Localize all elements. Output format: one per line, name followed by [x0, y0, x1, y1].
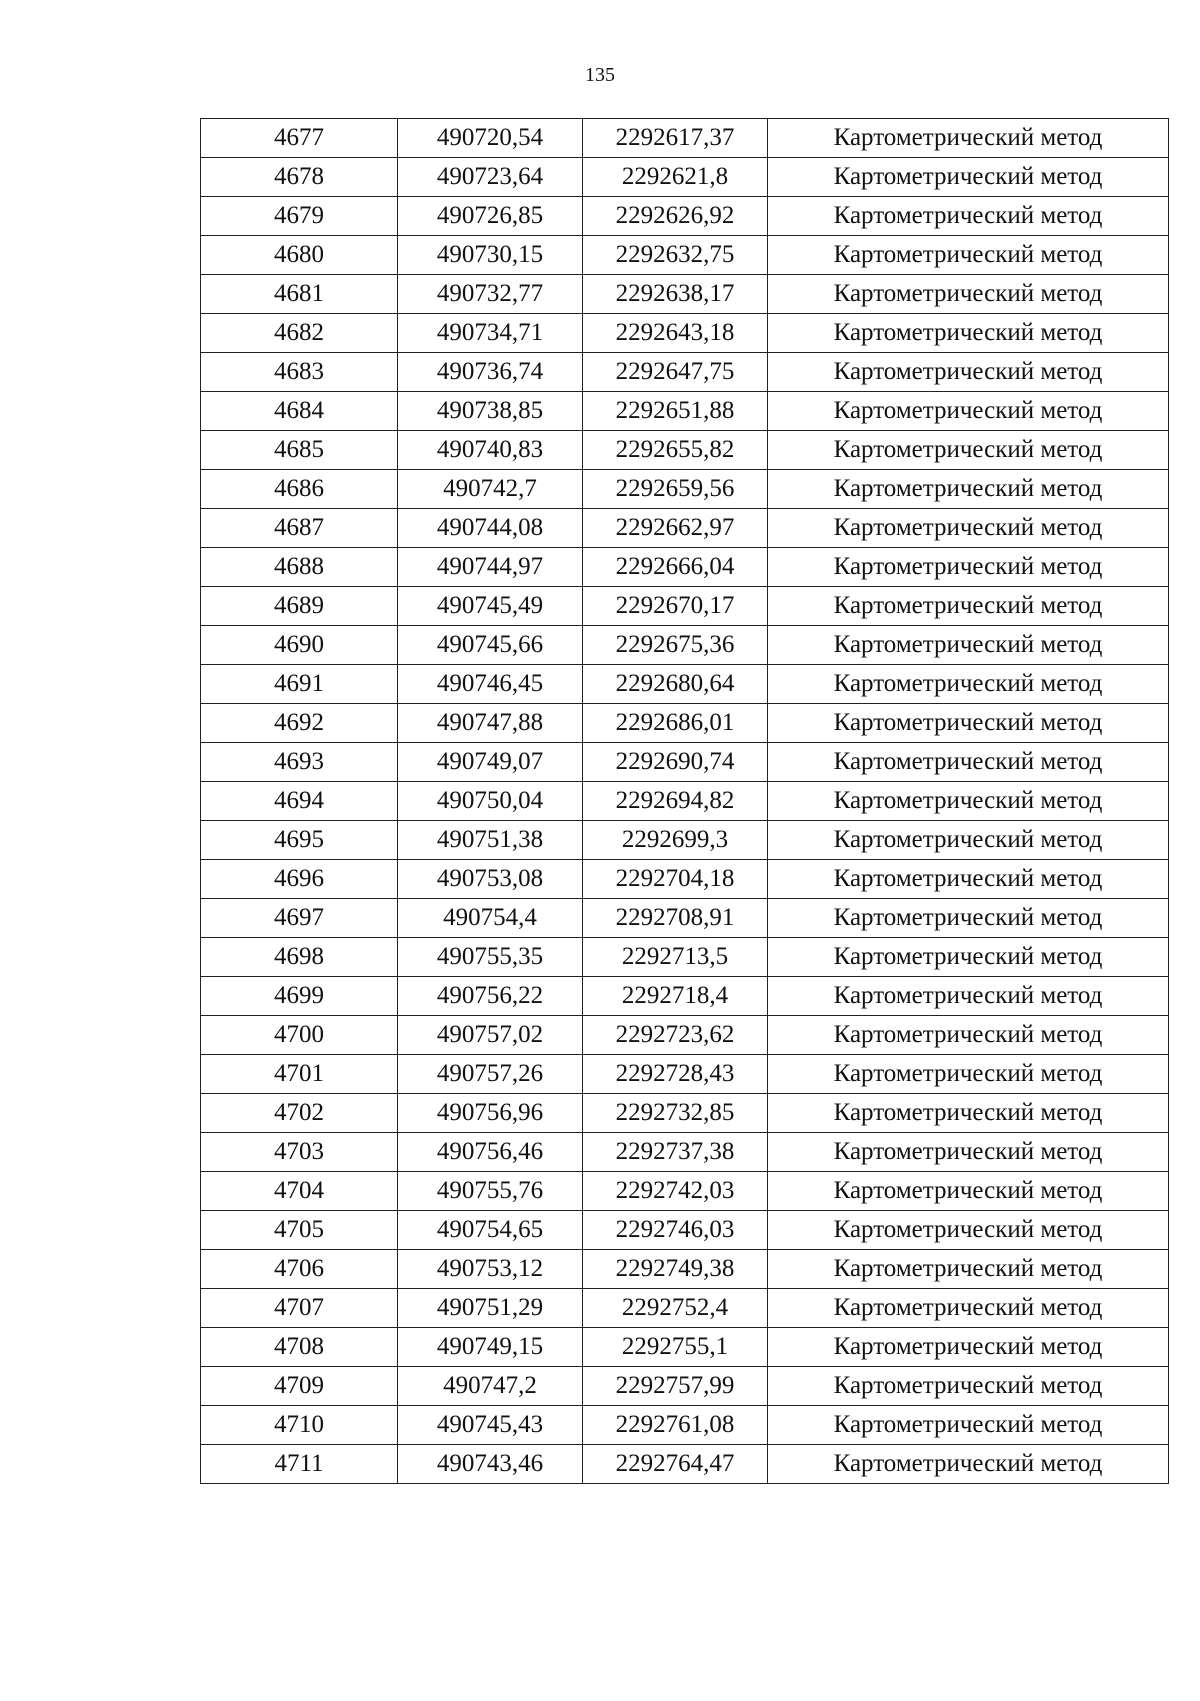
y-coordinate-cell: 2292723,62 — [583, 1016, 768, 1055]
y-coordinate-cell: 2292647,75 — [583, 353, 768, 392]
point-number-cell: 4678 — [201, 158, 398, 197]
point-number-cell: 4681 — [201, 275, 398, 314]
point-number-cell: 4679 — [201, 197, 398, 236]
y-coordinate-cell: 2292755,1 — [583, 1328, 768, 1367]
y-coordinate-cell: 2292666,04 — [583, 548, 768, 587]
x-coordinate-cell: 490751,38 — [398, 821, 583, 860]
x-coordinate-cell: 490749,07 — [398, 743, 583, 782]
point-number-cell: 4696 — [201, 860, 398, 899]
x-coordinate-cell: 490738,85 — [398, 392, 583, 431]
table-body — [201, 119, 1169, 1484]
method-cell: Картометрический метод — [768, 1133, 1169, 1172]
x-coordinate-cell: 490745,43 — [398, 1406, 583, 1445]
method-cell: Картометрический метод — [768, 1055, 1169, 1094]
x-coordinate-cell: 490749,15 — [398, 1328, 583, 1367]
point-number-cell: 4686 — [201, 470, 398, 509]
point-number-cell: 4694 — [201, 782, 398, 821]
y-coordinate-cell: 2292752,4 — [583, 1289, 768, 1328]
point-number-cell: 4685 — [201, 431, 398, 470]
point-number-cell: 4684 — [201, 392, 398, 431]
table-row — [201, 860, 1169, 899]
x-coordinate-cell: 490732,77 — [398, 275, 583, 314]
point-number-cell: 4708 — [201, 1328, 398, 1367]
table-row — [201, 431, 1169, 470]
x-coordinate-cell: 490745,49 — [398, 587, 583, 626]
method-cell: Картометрический метод — [768, 314, 1169, 353]
table-row — [201, 470, 1169, 509]
point-number-cell: 4692 — [201, 704, 398, 743]
point-number-cell: 4702 — [201, 1094, 398, 1133]
method-cell: Картометрический метод — [768, 1172, 1169, 1211]
table-row — [201, 119, 1169, 158]
y-coordinate-cell: 2292680,64 — [583, 665, 768, 704]
table-row — [201, 1211, 1169, 1250]
point-number-cell: 4707 — [201, 1289, 398, 1328]
y-coordinate-cell: 2292713,5 — [583, 938, 768, 977]
point-number-cell: 4683 — [201, 353, 398, 392]
x-coordinate-cell: 490747,2 — [398, 1367, 583, 1406]
method-cell: Картометрический метод — [768, 275, 1169, 314]
x-coordinate-cell: 490755,76 — [398, 1172, 583, 1211]
table-row — [201, 1055, 1169, 1094]
point-number-cell: 4693 — [201, 743, 398, 782]
point-number-cell: 4698 — [201, 938, 398, 977]
method-cell: Картометрический метод — [768, 1016, 1169, 1055]
table-row — [201, 392, 1169, 431]
x-coordinate-cell: 490754,4 — [398, 899, 583, 938]
table-row — [201, 587, 1169, 626]
method-cell: Картометрический метод — [768, 470, 1169, 509]
x-coordinate-cell: 490744,08 — [398, 509, 583, 548]
y-coordinate-cell: 2292662,97 — [583, 509, 768, 548]
method-cell: Картометрический метод — [768, 353, 1169, 392]
y-coordinate-cell: 2292659,56 — [583, 470, 768, 509]
y-coordinate-cell: 2292670,17 — [583, 587, 768, 626]
y-coordinate-cell: 2292757,99 — [583, 1367, 768, 1406]
y-coordinate-cell: 2292690,74 — [583, 743, 768, 782]
point-number-cell: 4703 — [201, 1133, 398, 1172]
point-number-cell: 4690 — [201, 626, 398, 665]
x-coordinate-cell: 490726,85 — [398, 197, 583, 236]
x-coordinate-cell: 490750,04 — [398, 782, 583, 821]
method-cell: Картометрический метод — [768, 1289, 1169, 1328]
x-coordinate-cell: 490757,02 — [398, 1016, 583, 1055]
y-coordinate-cell: 2292742,03 — [583, 1172, 768, 1211]
page-number: 135 — [585, 64, 615, 86]
table-row — [201, 236, 1169, 275]
method-cell: Картометрический метод — [768, 158, 1169, 197]
table-row — [201, 977, 1169, 1016]
method-cell: Картометрический метод — [768, 392, 1169, 431]
table-row — [201, 548, 1169, 587]
y-coordinate-cell: 2292621,8 — [583, 158, 768, 197]
method-cell: Картометрический метод — [768, 431, 1169, 470]
table-row — [201, 782, 1169, 821]
method-cell: Картометрический метод — [768, 821, 1169, 860]
point-number-cell: 4697 — [201, 899, 398, 938]
point-number-cell: 4704 — [201, 1172, 398, 1211]
y-coordinate-cell: 2292617,37 — [583, 119, 768, 158]
table-row — [201, 1094, 1169, 1133]
point-number-cell: 4680 — [201, 236, 398, 275]
table-row — [201, 899, 1169, 938]
table-row — [201, 158, 1169, 197]
y-coordinate-cell: 2292749,38 — [583, 1250, 768, 1289]
y-coordinate-cell: 2292708,91 — [583, 899, 768, 938]
x-coordinate-cell: 490745,66 — [398, 626, 583, 665]
y-coordinate-cell: 2292686,01 — [583, 704, 768, 743]
table-row — [201, 1250, 1169, 1289]
y-coordinate-cell: 2292704,18 — [583, 860, 768, 899]
method-cell: Картометрический метод — [768, 704, 1169, 743]
point-number-cell: 4699 — [201, 977, 398, 1016]
table-row — [201, 314, 1169, 353]
table-row — [201, 704, 1169, 743]
table-row — [201, 353, 1169, 392]
method-cell: Картометрический метод — [768, 587, 1169, 626]
point-number-cell: 4709 — [201, 1367, 398, 1406]
method-cell: Картометрический метод — [768, 860, 1169, 899]
method-cell: Картометрический метод — [768, 548, 1169, 587]
method-cell: Картометрический метод — [768, 236, 1169, 275]
y-coordinate-cell: 2292718,4 — [583, 977, 768, 1016]
x-coordinate-cell: 490743,46 — [398, 1445, 583, 1484]
method-cell: Картометрический метод — [768, 1328, 1169, 1367]
y-coordinate-cell: 2292761,08 — [583, 1406, 768, 1445]
table-row — [201, 1328, 1169, 1367]
method-cell: Картометрический метод — [768, 665, 1169, 704]
table-row — [201, 1289, 1169, 1328]
y-coordinate-cell: 2292638,17 — [583, 275, 768, 314]
table-row — [201, 1133, 1169, 1172]
table-row — [201, 1445, 1169, 1484]
table-row — [201, 1367, 1169, 1406]
coordinates-table — [200, 118, 1169, 1484]
y-coordinate-cell: 2292694,82 — [583, 782, 768, 821]
x-coordinate-cell: 490757,26 — [398, 1055, 583, 1094]
table-row — [201, 1406, 1169, 1445]
method-cell: Картометрический метод — [768, 119, 1169, 158]
method-cell: Картометрический метод — [768, 977, 1169, 1016]
table-row — [201, 275, 1169, 314]
method-cell: Картометрический метод — [768, 938, 1169, 977]
x-coordinate-cell: 490753,08 — [398, 860, 583, 899]
point-number-cell: 4691 — [201, 665, 398, 704]
method-cell: Картометрический метод — [768, 782, 1169, 821]
point-number-cell: 4705 — [201, 1211, 398, 1250]
point-number-cell: 4677 — [201, 119, 398, 158]
point-number-cell: 4700 — [201, 1016, 398, 1055]
x-coordinate-cell: 490742,7 — [398, 470, 583, 509]
method-cell: Картометрический метод — [768, 1445, 1169, 1484]
point-number-cell: 4701 — [201, 1055, 398, 1094]
point-number-cell: 4711 — [201, 1445, 398, 1484]
point-number-cell: 4710 — [201, 1406, 398, 1445]
x-coordinate-cell: 490756,46 — [398, 1133, 583, 1172]
y-coordinate-cell: 2292655,82 — [583, 431, 768, 470]
table-row — [201, 743, 1169, 782]
table-row — [201, 1172, 1169, 1211]
y-coordinate-cell: 2292651,88 — [583, 392, 768, 431]
table-row — [201, 509, 1169, 548]
x-coordinate-cell: 490751,29 — [398, 1289, 583, 1328]
method-cell: Картометрический метод — [768, 1406, 1169, 1445]
method-cell: Картометрический метод — [768, 1367, 1169, 1406]
x-coordinate-cell: 490740,83 — [398, 431, 583, 470]
point-number-cell: 4687 — [201, 509, 398, 548]
table-row — [201, 938, 1169, 977]
method-cell: Картометрический метод — [768, 509, 1169, 548]
x-coordinate-cell: 490720,54 — [398, 119, 583, 158]
point-number-cell: 4688 — [201, 548, 398, 587]
x-coordinate-cell: 490755,35 — [398, 938, 583, 977]
table-row — [201, 1016, 1169, 1055]
y-coordinate-cell: 2292626,92 — [583, 197, 768, 236]
x-coordinate-cell: 490736,74 — [398, 353, 583, 392]
x-coordinate-cell: 490746,45 — [398, 665, 583, 704]
y-coordinate-cell: 2292764,47 — [583, 1445, 768, 1484]
table-row — [201, 197, 1169, 236]
point-number-cell: 4682 — [201, 314, 398, 353]
y-coordinate-cell: 2292746,03 — [583, 1211, 768, 1250]
method-cell: Картометрический метод — [768, 1211, 1169, 1250]
method-cell: Картометрический метод — [768, 1250, 1169, 1289]
table-row — [201, 665, 1169, 704]
x-coordinate-cell: 490756,96 — [398, 1094, 583, 1133]
x-coordinate-cell: 490756,22 — [398, 977, 583, 1016]
y-coordinate-cell: 2292675,36 — [583, 626, 768, 665]
y-coordinate-cell: 2292632,75 — [583, 236, 768, 275]
y-coordinate-cell: 2292643,18 — [583, 314, 768, 353]
y-coordinate-cell: 2292732,85 — [583, 1094, 768, 1133]
point-number-cell: 4689 — [201, 587, 398, 626]
y-coordinate-cell: 2292699,3 — [583, 821, 768, 860]
table-row — [201, 821, 1169, 860]
x-coordinate-cell: 490730,15 — [398, 236, 583, 275]
x-coordinate-cell: 490754,65 — [398, 1211, 583, 1250]
x-coordinate-cell: 490734,71 — [398, 314, 583, 353]
x-coordinate-cell: 490723,64 — [398, 158, 583, 197]
x-coordinate-cell: 490747,88 — [398, 704, 583, 743]
point-number-cell: 4695 — [201, 821, 398, 860]
y-coordinate-cell: 2292728,43 — [583, 1055, 768, 1094]
table-row — [201, 626, 1169, 665]
y-coordinate-cell: 2292737,38 — [583, 1133, 768, 1172]
point-number-cell: 4706 — [201, 1250, 398, 1289]
method-cell: Картометрический метод — [768, 626, 1169, 665]
method-cell: Картометрический метод — [768, 197, 1169, 236]
method-cell: Картометрический метод — [768, 1094, 1169, 1133]
x-coordinate-cell: 490753,12 — [398, 1250, 583, 1289]
method-cell: Картометрический метод — [768, 899, 1169, 938]
method-cell: Картометрический метод — [768, 743, 1169, 782]
x-coordinate-cell: 490744,97 — [398, 548, 583, 587]
